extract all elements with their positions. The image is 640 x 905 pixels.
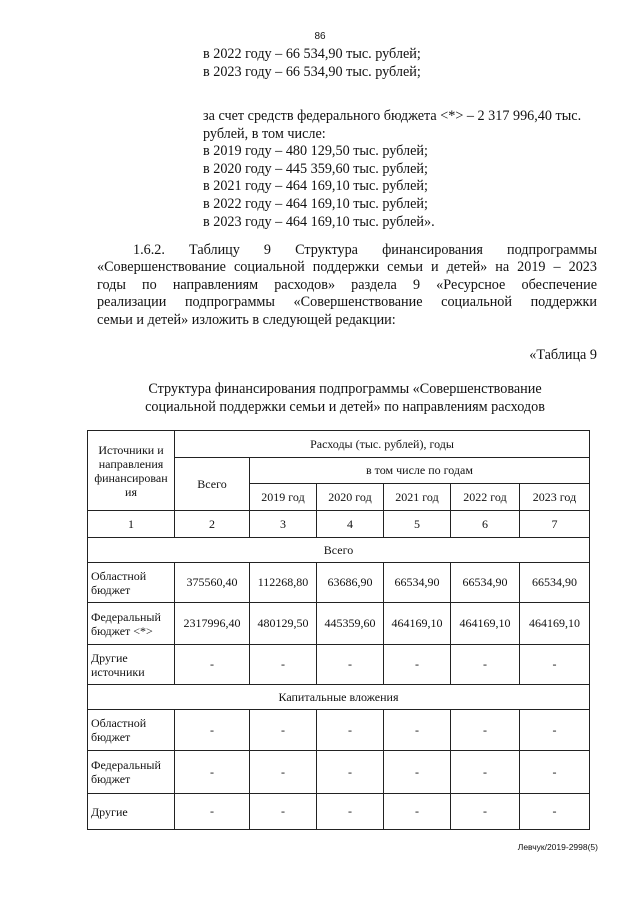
paragraph-line: семьи и детей» изложить в следующей редакции: <box>97 311 396 328</box>
paragraph-line: годы по направлениям расходов» раздела 9 «Ресурсное обеспечение <box>97 276 597 293</box>
cell-value: - <box>384 645 451 685</box>
cell-value: 66534,90 <box>384 563 451 603</box>
year-lines-top <box>203 46 421 81</box>
cell-value: 464169,10 <box>451 603 520 645</box>
cell-value: - <box>250 751 317 794</box>
table-reference: «Таблица 9 <box>529 347 597 363</box>
paragraph-line: 1.6.2. Таблицу 9 Структура финансирования подпрограммы <box>133 242 597 258</box>
cell-value: - <box>317 751 384 794</box>
cell-value: - <box>250 710 317 751</box>
header-year: 2020 год <box>317 484 384 511</box>
table-title <box>0 380 640 416</box>
document-footer-code: Левчук/2019-2998(5) <box>517 842 598 852</box>
text-line: рублей, в том числе: <box>203 125 326 142</box>
row-label: Областной бюджет <box>88 710 175 751</box>
column-number: 3 <box>250 511 317 538</box>
cell-value: - <box>175 710 250 751</box>
financing-table <box>87 430 590 830</box>
section-total: Всего <box>88 538 590 563</box>
text-line: за счет средств федерального бюджета <*> – 2 317 996,40 тыс. <box>203 108 582 124</box>
table-row <box>88 710 590 751</box>
paragraph-line: «Совершенствование социальной поддержки семьи и детей» на 2019 – 2023 <box>97 259 597 276</box>
cell-value: 464169,10 <box>520 603 590 645</box>
cell-value: - <box>250 645 317 685</box>
column-number: 7 <box>520 511 590 538</box>
federal-budget-lines <box>203 108 581 231</box>
cell-value: 66534,90 <box>451 563 520 603</box>
header-total: Всего <box>175 458 250 511</box>
cell-value: - <box>520 645 590 685</box>
cell-value: - <box>175 751 250 794</box>
cell-value: 66534,90 <box>520 563 590 603</box>
cell-value: - <box>451 751 520 794</box>
cell-value: - <box>384 794 451 830</box>
header-year: 2019 год <box>250 484 317 511</box>
cell-value: - <box>520 710 590 751</box>
cell-value: 464169,10 <box>384 603 451 645</box>
text-line: в 2020 году – 445 359,60 тыс. рублей; <box>203 160 428 177</box>
paragraph-line: реализации подпрограммы «Совершенствование социальной поддержки <box>97 294 597 311</box>
cell-value: 375560,40 <box>175 563 250 603</box>
section-capital: Капитальные вложения <box>88 685 590 710</box>
table-row <box>88 645 590 685</box>
cell-value: - <box>175 645 250 685</box>
table-row <box>88 563 590 603</box>
row-label: Федеральный бюджет <box>88 751 175 794</box>
text-line: в 2022 году – 66 534,90 тыс. рублей; <box>203 46 421 62</box>
header-sources: Источники и направления финансирован ия <box>88 431 175 511</box>
cell-value: - <box>175 794 250 830</box>
cell-value: - <box>317 710 384 751</box>
cell-value: - <box>384 710 451 751</box>
column-number-row <box>88 511 590 538</box>
text-line: в 2022 году – 464 169,10 тыс. рублей; <box>203 195 428 212</box>
cell-value: - <box>451 710 520 751</box>
page-number: 86 <box>314 31 326 42</box>
table-title-line: Структура финансирования подпрограммы «Совершенствование <box>148 381 542 397</box>
row-label: Областной бюджет <box>88 563 175 603</box>
table-row <box>88 603 590 645</box>
text-line: в 2023 году – 66 534,90 тыс. рублей; <box>203 63 421 80</box>
cell-value: - <box>451 645 520 685</box>
cell-value: 112268,80 <box>250 563 317 603</box>
cell-value: - <box>520 794 590 830</box>
header-year: 2023 год <box>520 484 590 511</box>
column-number: 2 <box>175 511 250 538</box>
column-number: 5 <box>384 511 451 538</box>
column-number: 6 <box>451 511 520 538</box>
cell-value: - <box>451 794 520 830</box>
cell-value: - <box>520 751 590 794</box>
cell-value: 2317996,40 <box>175 603 250 645</box>
table-row <box>88 794 590 830</box>
text-line: в 2021 году – 464 169,10 тыс. рублей; <box>203 178 428 195</box>
cell-value: - <box>384 751 451 794</box>
cell-value: 63686,90 <box>317 563 384 603</box>
cell-value: - <box>317 794 384 830</box>
table-title-line: социальной поддержки семьи и детей» по направлениям расходов <box>145 399 545 415</box>
row-label: Другие источники <box>88 645 175 685</box>
header-by-years: в том числе по годам <box>250 458 590 484</box>
column-number: 4 <box>317 511 384 538</box>
cell-value: - <box>250 794 317 830</box>
text-line: в 2019 году – 480 129,50 тыс. рублей; <box>203 143 428 160</box>
text-line: в 2023 году – 464 169,10 тыс. рублей». <box>203 213 435 230</box>
row-label: Другие <box>88 794 175 830</box>
cell-value: 480129,50 <box>250 603 317 645</box>
cell-value: 445359,60 <box>317 603 384 645</box>
column-number: 1 <box>88 511 175 538</box>
header-expenses: Расходы (тыс. рублей), годы <box>175 431 590 458</box>
amendment-paragraph <box>97 242 597 329</box>
header-year: 2021 год <box>384 484 451 511</box>
cell-value: - <box>317 645 384 685</box>
table-row <box>88 751 590 794</box>
row-label: Федеральный бюджет <*> <box>88 603 175 645</box>
header-year: 2022 год <box>451 484 520 511</box>
